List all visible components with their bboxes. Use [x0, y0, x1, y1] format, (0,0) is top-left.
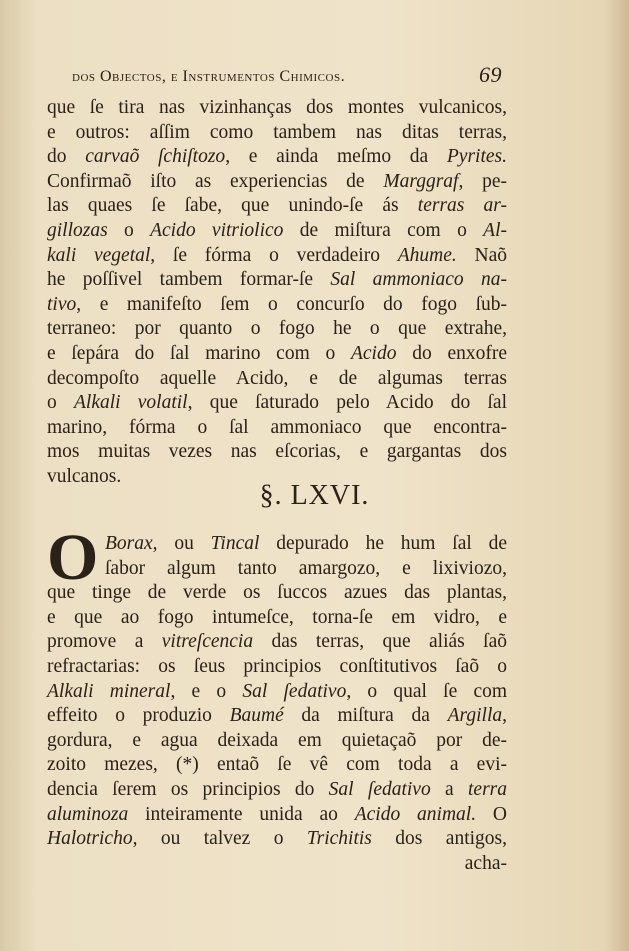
- text-line: [47, 317, 507, 342]
- italic-run: terra: [468, 778, 507, 800]
- text-line: [47, 145, 507, 170]
- text-run: Naõ: [456, 244, 507, 266]
- text-run: , e ainda meſmo da: [225, 146, 447, 168]
- text-line: [47, 827, 507, 852]
- text-line: [47, 367, 507, 392]
- text-run: a: [430, 778, 468, 800]
- text-run: que ſe tira nas vizinhanças dos montes vulcanicos,: [47, 97, 507, 118]
- text-line: [47, 532, 507, 557]
- italic-run: Acido vitriolico: [150, 219, 284, 241]
- paragraph-1: [47, 96, 507, 490]
- text-run: he poſſivel tambem formar-ſe: [47, 269, 331, 291]
- text-run: , o qual ſe com: [346, 680, 508, 702]
- text-run: inteiramente unida ao: [128, 803, 355, 825]
- text-run: , pe-: [458, 170, 507, 192]
- text-run: o: [107, 219, 151, 241]
- drop-cap: O: [47, 521, 99, 594]
- italic-run: kali vegetal: [47, 244, 151, 266]
- text-run: refractarias: os ſeus principios conſtitutivos ſaõ o: [47, 655, 507, 677]
- text-run: dencia ſerem os principios do: [47, 778, 329, 800]
- text-run: do enxofre: [396, 342, 507, 364]
- text-run: ſabor algum tanto amargozo, e lixiviozo,: [105, 557, 507, 579]
- text-run: mos muitas vezes nas eſcorias, e gargantas dos: [47, 441, 507, 463]
- italic-run: Ahume.: [397, 244, 457, 266]
- text-run: las quaes ſe ſabe, que unindo-ſe ás: [47, 195, 418, 217]
- text-run: decompoſto aquelle Acido, e de algumas terras: [47, 367, 507, 389]
- text-run: e que ao fogo intumeſce, torna-ſe em vidro, e: [47, 606, 507, 628]
- text-run: o: [47, 392, 74, 414]
- italic-run: vitreſcencia: [161, 631, 254, 653]
- text-run: zoito mezes, (*) entaõ ſe vê com toda a evi-: [47, 754, 507, 776]
- text-line: [47, 194, 507, 219]
- italic-run: Trichitis: [306, 828, 372, 850]
- text-run: e ſepára do ſal marino com o: [47, 342, 351, 364]
- italic-run: carvaõ ſchiſtozo: [85, 146, 226, 168]
- text-run: , ou talvez o: [132, 828, 307, 850]
- text-run: O: [476, 803, 507, 825]
- text-run: depurado he hum ſal de: [259, 533, 507, 554]
- italic-run: Sal ſedativo: [328, 778, 431, 800]
- italic-run: gillozas: [47, 219, 108, 241]
- text-line: [47, 391, 507, 416]
- text-line: [47, 96, 507, 121]
- text-line: [47, 753, 507, 778]
- text-line: [47, 342, 507, 367]
- text-run: que tinge de verde os ſuccos azues das plantas,: [47, 582, 507, 604]
- italic-run: tivo: [47, 293, 77, 315]
- text-line: [47, 440, 507, 465]
- italic-run: Sal ammoniaco na-: [330, 269, 507, 291]
- text-run: , ſe fórma o verdadeiro: [150, 244, 398, 266]
- text-run: , ou: [152, 533, 211, 554]
- italic-run: Tincal: [210, 533, 260, 554]
- text-line: [47, 416, 507, 441]
- text-run: , que ſaturado pelo Acido do ſal: [187, 392, 508, 414]
- text-run: marino, fórma o ſal ammoniaco que encontra-: [47, 416, 507, 438]
- italic-run: aluminoza: [47, 803, 129, 825]
- italic-run: Baumé: [229, 705, 284, 727]
- running-title: dos Objectos, e Instrumentos Chimicos.: [72, 68, 346, 85]
- text-line: [47, 268, 507, 293]
- section-heading: §. LXVI.: [259, 480, 370, 511]
- italic-run: Alkali volatil: [73, 392, 188, 414]
- text-run: effeito o produzio: [47, 705, 230, 727]
- italic-run: Alkali mineral: [47, 680, 171, 702]
- text-line: [47, 170, 507, 195]
- text-run: promove a: [47, 631, 162, 653]
- italic-run: Argilla: [447, 705, 503, 727]
- italic-run: Borax: [105, 533, 153, 554]
- text-line: [47, 680, 507, 705]
- text-run: ,: [502, 705, 507, 727]
- text-line: [47, 121, 507, 146]
- text-line: [47, 778, 507, 803]
- text-run: terraneo: por quanto o fogo he o que extrahe,: [47, 318, 507, 340]
- text-run: vulcanos.: [47, 465, 122, 487]
- text-line: [47, 293, 507, 318]
- text-line: [47, 729, 507, 754]
- text-run: de miſtura com o: [283, 219, 484, 241]
- italic-run: Halotricho: [47, 828, 133, 850]
- running-header: [72, 62, 502, 90]
- text-line: [47, 803, 507, 828]
- text-run: acha-: [464, 852, 507, 874]
- text-run: gordura, e agua deixada em quietaçaõ por de-: [47, 729, 507, 751]
- italic-run: Al-: [483, 219, 507, 241]
- text-run: do: [47, 146, 86, 168]
- italic-run: Acido: [350, 342, 397, 364]
- italic-run: Sal ſedativo: [242, 680, 347, 702]
- text-run: da miſtura da: [283, 705, 448, 727]
- italic-run: terras ar-: [417, 195, 507, 217]
- text-line: [47, 244, 507, 269]
- text-line: [47, 852, 507, 877]
- text-line: [47, 557, 507, 582]
- text-line: [47, 219, 507, 244]
- text-line: [47, 606, 507, 631]
- italic-run: Pyrites.: [446, 146, 507, 168]
- text-line: [47, 704, 507, 729]
- text-run: , e o: [170, 680, 243, 702]
- italic-run: Acido animal.: [354, 803, 477, 825]
- text-run: Confirmaõ iſto as experiencias de: [47, 170, 384, 192]
- text-line: [47, 655, 507, 680]
- text-line: [47, 630, 507, 655]
- text-run: , e manifeſto ſem o concurſo do fogo ſub-: [76, 293, 507, 315]
- paragraph-2: [47, 532, 507, 876]
- italic-run: Marggraf: [383, 170, 459, 192]
- page-number: 69: [479, 62, 502, 87]
- text-line: [47, 581, 507, 606]
- text-run: e outros: aſſim como tambem nas ditas terras,: [47, 121, 507, 143]
- text-run: dos antigos,: [371, 828, 507, 850]
- text-run: das terras, que aliás ſaõ: [253, 631, 507, 653]
